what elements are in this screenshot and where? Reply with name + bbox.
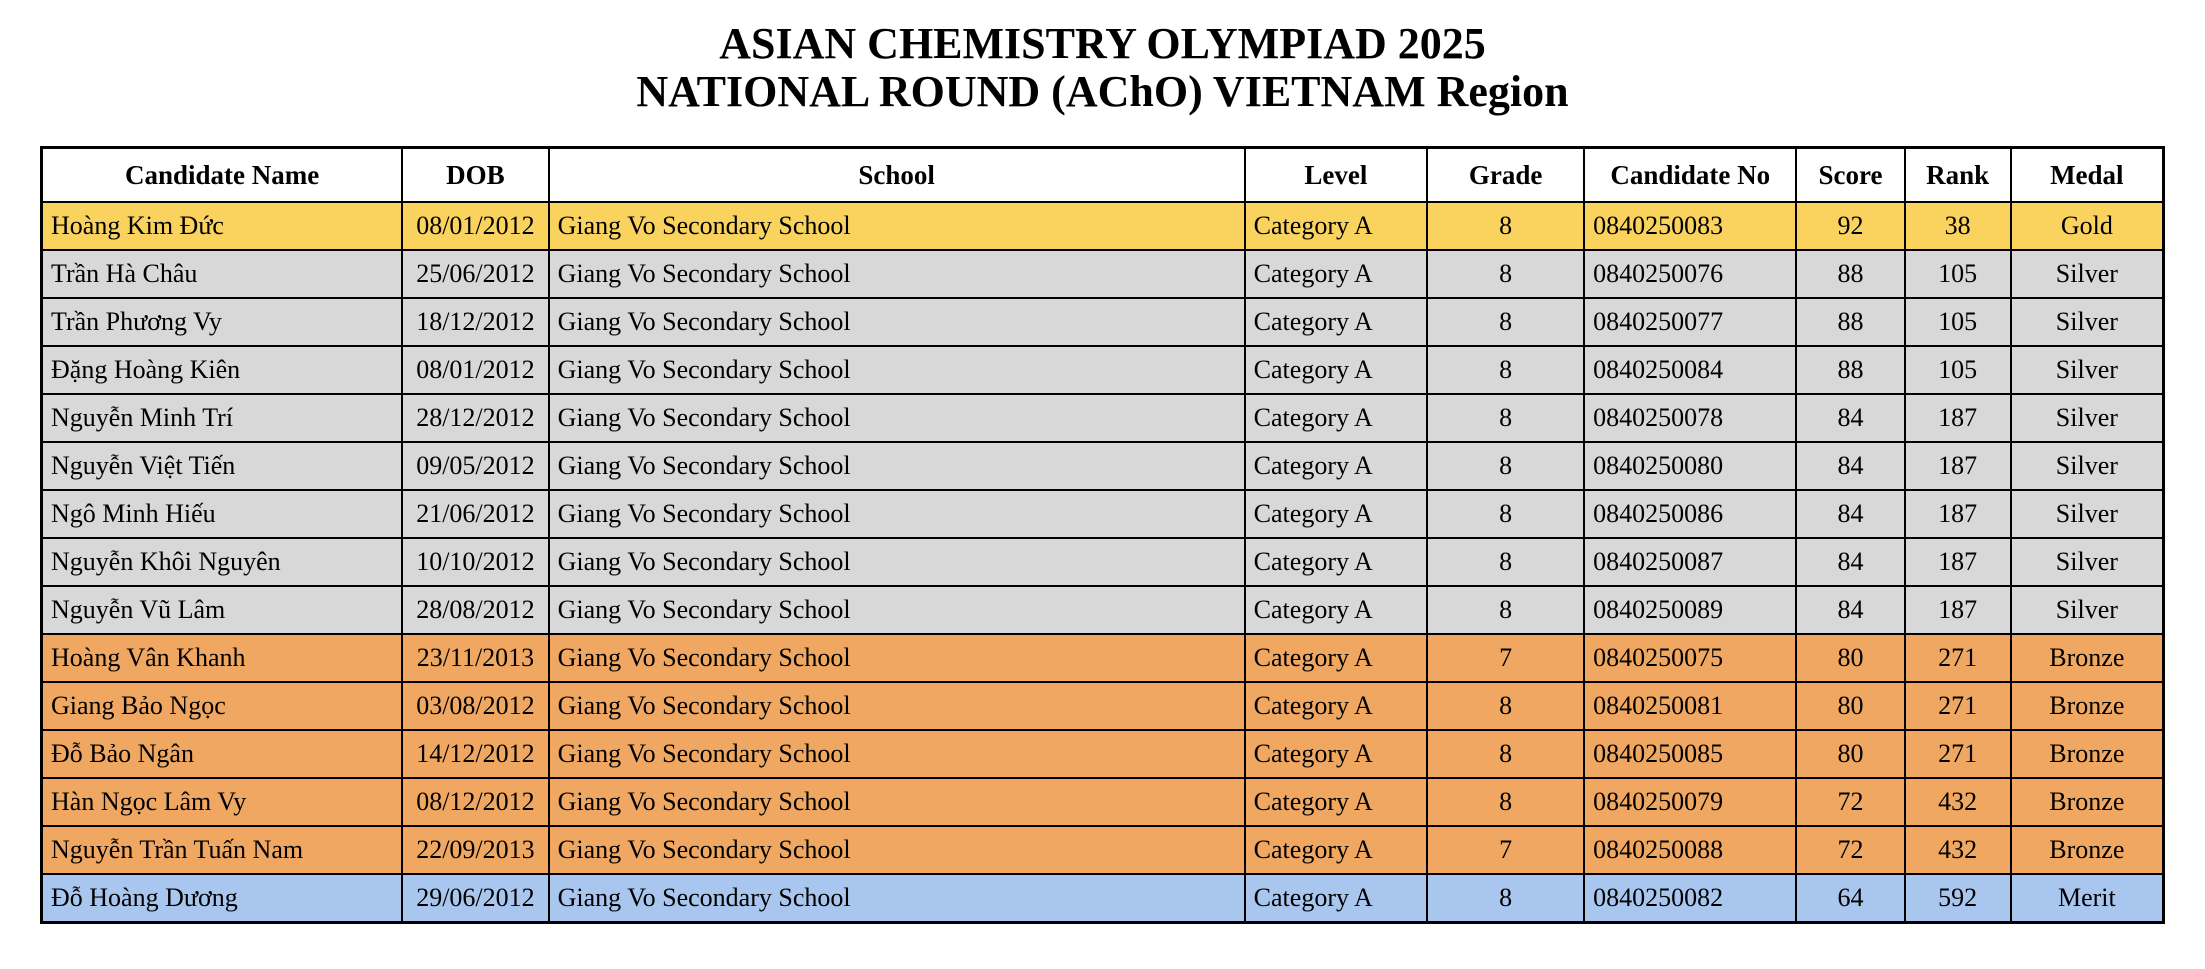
cell-rank: 187: [1905, 442, 2011, 490]
cell-level: Category A: [1245, 394, 1427, 442]
cell-name: Nguyễn Trần Tuấn Nam: [42, 826, 403, 874]
cell-medal: Gold: [2011, 202, 2164, 250]
cell-grade: 8: [1427, 394, 1584, 442]
cell-name: Đỗ Hoàng Dương: [42, 874, 403, 923]
cell-dob: 21/06/2012: [402, 490, 548, 538]
cell-score: 64: [1796, 874, 1904, 923]
cell-candidate_no: 0840250079: [1584, 778, 1796, 826]
cell-score: 80: [1796, 682, 1904, 730]
cell-candidate_no: 0840250077: [1584, 298, 1796, 346]
cell-dob: 10/10/2012: [402, 538, 548, 586]
cell-name: Nguyễn Khôi Nguyên: [42, 538, 403, 586]
cell-level: Category A: [1245, 874, 1427, 923]
cell-score: 84: [1796, 394, 1904, 442]
table-row: [42, 826, 2164, 874]
cell-rank: 38: [1905, 202, 2011, 250]
cell-level: Category A: [1245, 634, 1427, 682]
column-header-level: Level: [1245, 148, 1427, 203]
cell-candidate_no: 0840250083: [1584, 202, 1796, 250]
cell-level: Category A: [1245, 778, 1427, 826]
cell-candidate_no: 0840250081: [1584, 682, 1796, 730]
cell-school: Giang Vo Secondary School: [549, 874, 1245, 923]
cell-dob: 08/12/2012: [402, 778, 548, 826]
cell-candidate_no: 0840250088: [1584, 826, 1796, 874]
cell-rank: 271: [1905, 682, 2011, 730]
cell-school: Giang Vo Secondary School: [549, 634, 1245, 682]
cell-level: Category A: [1245, 730, 1427, 778]
cell-score: 72: [1796, 778, 1904, 826]
cell-rank: 105: [1905, 346, 2011, 394]
cell-rank: 271: [1905, 634, 2011, 682]
cell-grade: 8: [1427, 298, 1584, 346]
cell-score: 84: [1796, 442, 1904, 490]
cell-score: 84: [1796, 586, 1904, 634]
cell-rank: 105: [1905, 298, 2011, 346]
cell-candidate_no: 0840250087: [1584, 538, 1796, 586]
cell-school: Giang Vo Secondary School: [549, 730, 1245, 778]
table-row: [42, 442, 2164, 490]
cell-name: Đặng Hoàng Kiên: [42, 346, 403, 394]
table-row: [42, 346, 2164, 394]
cell-medal: Merit: [2011, 874, 2164, 923]
cell-dob: 18/12/2012: [402, 298, 548, 346]
cell-grade: 8: [1427, 874, 1584, 923]
column-header-dob: DOB: [402, 148, 548, 203]
cell-grade: 8: [1427, 346, 1584, 394]
column-header-score: Score: [1796, 148, 1904, 203]
cell-grade: 8: [1427, 250, 1584, 298]
cell-dob: 08/01/2012: [402, 202, 548, 250]
cell-grade: 8: [1427, 202, 1584, 250]
cell-level: Category A: [1245, 538, 1427, 586]
cell-school: Giang Vo Secondary School: [549, 346, 1245, 394]
cell-school: Giang Vo Secondary School: [549, 778, 1245, 826]
column-header-rank: Rank: [1905, 148, 2011, 203]
cell-school: Giang Vo Secondary School: [549, 826, 1245, 874]
cell-grade: 8: [1427, 682, 1584, 730]
cell-medal: Bronze: [2011, 778, 2164, 826]
cell-school: Giang Vo Secondary School: [549, 250, 1245, 298]
column-header-medal: Medal: [2011, 148, 2164, 203]
cell-candidate_no: 0840250086: [1584, 490, 1796, 538]
cell-school: Giang Vo Secondary School: [549, 442, 1245, 490]
cell-level: Category A: [1245, 682, 1427, 730]
cell-rank: 432: [1905, 826, 2011, 874]
cell-rank: 187: [1905, 394, 2011, 442]
cell-name: Nguyễn Việt Tiến: [42, 442, 403, 490]
cell-grade: 8: [1427, 730, 1584, 778]
cell-grade: 8: [1427, 538, 1584, 586]
cell-score: 80: [1796, 730, 1904, 778]
cell-candidate_no: 0840250089: [1584, 586, 1796, 634]
cell-name: Hàn Ngọc Lâm Vy: [42, 778, 403, 826]
cell-dob: 28/08/2012: [402, 586, 548, 634]
cell-school: Giang Vo Secondary School: [549, 394, 1245, 442]
cell-dob: 14/12/2012: [402, 730, 548, 778]
cell-grade: 8: [1427, 490, 1584, 538]
cell-medal: Silver: [2011, 346, 2164, 394]
table-row: [42, 730, 2164, 778]
page-title-line1: ASIAN CHEMISTRY OLYMPIAD 2025: [719, 19, 1486, 68]
cell-name: Nguyễn Minh Trí: [42, 394, 403, 442]
page-title-line2: NATIONAL ROUND (AChO) VIETNAM Region: [636, 67, 1569, 116]
cell-rank: 187: [1905, 586, 2011, 634]
cell-score: 88: [1796, 250, 1904, 298]
cell-name: Nguyễn Vũ Lâm: [42, 586, 403, 634]
table-row: [42, 682, 2164, 730]
cell-school: Giang Vo Secondary School: [549, 538, 1245, 586]
cell-name: Trần Hà Châu: [42, 250, 403, 298]
table-row: [42, 394, 2164, 442]
cell-score: 92: [1796, 202, 1904, 250]
cell-grade: 8: [1427, 778, 1584, 826]
page-header: [0, 0, 2205, 116]
cell-medal: Bronze: [2011, 682, 2164, 730]
cell-school: Giang Vo Secondary School: [549, 202, 1245, 250]
cell-medal: Bronze: [2011, 826, 2164, 874]
cell-medal: Bronze: [2011, 634, 2164, 682]
cell-dob: 22/09/2013: [402, 826, 548, 874]
table-row: [42, 778, 2164, 826]
cell-medal: Silver: [2011, 490, 2164, 538]
cell-level: Category A: [1245, 202, 1427, 250]
cell-level: Category A: [1245, 346, 1427, 394]
cell-score: 84: [1796, 490, 1904, 538]
cell-dob: 03/08/2012: [402, 682, 548, 730]
cell-dob: 29/06/2012: [402, 874, 548, 923]
cell-score: 80: [1796, 634, 1904, 682]
cell-dob: 09/05/2012: [402, 442, 548, 490]
column-header-grade: Grade: [1427, 148, 1584, 203]
cell-dob: 23/11/2013: [402, 634, 548, 682]
table-row: [42, 538, 2164, 586]
cell-level: Category A: [1245, 826, 1427, 874]
cell-grade: 8: [1427, 586, 1584, 634]
cell-school: Giang Vo Secondary School: [549, 586, 1245, 634]
table-header-row: [42, 148, 2164, 203]
table-row: [42, 298, 2164, 346]
table-row: [42, 490, 2164, 538]
cell-medal: Silver: [2011, 394, 2164, 442]
cell-school: Giang Vo Secondary School: [549, 682, 1245, 730]
cell-rank: 432: [1905, 778, 2011, 826]
cell-candidate_no: 0840250084: [1584, 346, 1796, 394]
column-header-name: Candidate Name: [42, 148, 403, 203]
cell-candidate_no: 0840250085: [1584, 730, 1796, 778]
cell-score: 72: [1796, 826, 1904, 874]
cell-medal: Silver: [2011, 538, 2164, 586]
cell-medal: Silver: [2011, 586, 2164, 634]
cell-name: Đỗ Bảo Ngân: [42, 730, 403, 778]
cell-grade: 8: [1427, 442, 1584, 490]
cell-grade: 7: [1427, 826, 1584, 874]
cell-candidate_no: 0840250080: [1584, 442, 1796, 490]
column-header-school: School: [549, 148, 1245, 203]
cell-name: Hoàng Vân Khanh: [42, 634, 403, 682]
cell-rank: 592: [1905, 874, 2011, 923]
cell-level: Category A: [1245, 442, 1427, 490]
cell-level: Category A: [1245, 490, 1427, 538]
cell-dob: 25/06/2012: [402, 250, 548, 298]
cell-rank: 187: [1905, 538, 2011, 586]
cell-candidate_no: 0840250076: [1584, 250, 1796, 298]
cell-candidate_no: 0840250075: [1584, 634, 1796, 682]
cell-score: 88: [1796, 346, 1904, 394]
cell-medal: Silver: [2011, 298, 2164, 346]
cell-score: 84: [1796, 538, 1904, 586]
table-row: [42, 634, 2164, 682]
cell-level: Category A: [1245, 586, 1427, 634]
table-row: [42, 250, 2164, 298]
cell-school: Giang Vo Secondary School: [549, 298, 1245, 346]
cell-rank: 271: [1905, 730, 2011, 778]
cell-medal: Bronze: [2011, 730, 2164, 778]
cell-rank: 105: [1905, 250, 2011, 298]
table-row: [42, 586, 2164, 634]
cell-grade: 7: [1427, 634, 1584, 682]
table-row: [42, 874, 2164, 923]
cell-dob: 28/12/2012: [402, 394, 548, 442]
cell-medal: Silver: [2011, 442, 2164, 490]
column-header-candidate_no: Candidate No: [1584, 148, 1796, 203]
cell-candidate_no: 0840250078: [1584, 394, 1796, 442]
cell-medal: Silver: [2011, 250, 2164, 298]
cell-name: Hoàng Kim Đức: [42, 202, 403, 250]
table-row: [42, 202, 2164, 250]
cell-level: Category A: [1245, 250, 1427, 298]
cell-score: 88: [1796, 298, 1904, 346]
cell-rank: 187: [1905, 490, 2011, 538]
cell-candidate_no: 0840250082: [1584, 874, 1796, 923]
cell-name: Ngô Minh Hiếu: [42, 490, 403, 538]
cell-name: Trần Phương Vy: [42, 298, 403, 346]
cell-name: Giang Bảo Ngọc: [42, 682, 403, 730]
cell-school: Giang Vo Secondary School: [549, 490, 1245, 538]
results-table: [40, 146, 2165, 924]
cell-dob: 08/01/2012: [402, 346, 548, 394]
cell-level: Category A: [1245, 298, 1427, 346]
